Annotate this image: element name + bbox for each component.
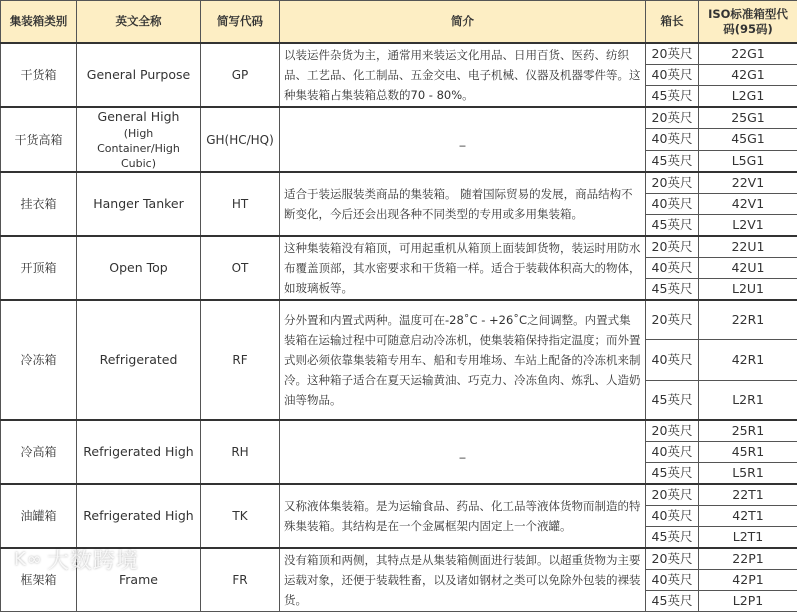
english-name-sub: (High Container/High Cubic): [81, 126, 196, 171]
cell-category: 开顶箱: [1, 236, 77, 300]
english-name-main: General High: [98, 109, 180, 124]
table-row: [1, 172, 797, 194]
cell-category: 油罐箱: [1, 484, 77, 548]
table-row: [1, 548, 797, 570]
cell-iso-code: 42U1: [699, 258, 797, 279]
cell-iso-code: 22U1: [699, 236, 797, 258]
english-name-main: Frame: [119, 572, 158, 587]
cell-iso-code: L2R1: [699, 381, 797, 421]
table-row: [1, 43, 797, 65]
cell-length: 40英尺: [646, 258, 699, 279]
cell-length: 40英尺: [646, 506, 699, 527]
cell-length: 40英尺: [646, 129, 699, 150]
cell-description: 又称液体集装箱。是为运输食品、药品、化工品等液体货物而制造的特殊集装箱。其结构是在一个金属框架内固定上一个液罐。: [280, 484, 646, 548]
table-row: [1, 107, 797, 129]
table-body: [1, 43, 797, 612]
cell-iso-code: 42T1: [699, 506, 797, 527]
cell-description: 分外置和内置式两种。温度可在-28˚C - +26˚C之间调整。内置式集装箱在运输过程中可随意启动冷冻机，使集装箱保持指定温度；而外置式则必须依靠集装箱专用车、船和专用堆场、车站上配备的冷冻机来制冷。这种箱子适合在夏天运输黄油、巧克力、冷冻鱼肉、炼乳、人造奶油等物品。: [280, 300, 646, 420]
cell-iso-code: 22G1: [699, 43, 797, 65]
cell-iso-code: L2U1: [699, 279, 797, 301]
cell-iso-code: L5G1: [699, 150, 797, 172]
cell-iso-code: 22V1: [699, 172, 797, 194]
cell-description: 这种集装箱没有箱顶，可用起重机从箱顶上面装卸货物，装运时用防水布覆盖顶部，其水密要求和干货箱一样。适合于装载体积高大的物体，如玻璃板等。: [280, 236, 646, 300]
cell-english-name: [77, 484, 201, 548]
header-row: [1, 1, 797, 44]
cell-iso-code: 22P1: [699, 548, 797, 570]
cell-english-name: [77, 420, 201, 484]
cell-english-name: [77, 43, 201, 107]
cell-description: 适合于装运服装类商品的集装箱。 随着国际贸易的发展，商品结构不断变化，今后还会出现各种不同类型的专用或多用集装箱。: [280, 172, 646, 236]
cell-length: 40英尺: [646, 65, 699, 86]
cell-iso-code: 22T1: [699, 484, 797, 506]
cell-length: 45英尺: [646, 527, 699, 549]
header-iso-code: ISO标准箱型代码(95码): [699, 1, 797, 44]
cell-description: 没有箱顶和两侧，其特点是从集装箱侧面进行装卸。以超重货物为主要运载对象，还便于装载牲畜，以及诸如钢材之类可以免除外包装的裸装货。: [280, 548, 646, 612]
cell-length: 40英尺: [646, 340, 699, 381]
cell-category: 冷冻箱: [1, 300, 77, 420]
cell-iso-code: 45R1: [699, 442, 797, 463]
cell-length: 45英尺: [646, 215, 699, 237]
cell-abbr: RH: [201, 420, 280, 484]
cell-iso-code: L2G1: [699, 86, 797, 108]
english-name-main: Hanger Tanker: [93, 196, 184, 211]
cell-length: 20英尺: [646, 43, 699, 65]
cell-description: 以装运件杂货为主，通常用来装运文化用品、日用百货、医药、纺织品、工艺品、化工制品、五金交电、电子机械、仪器及机器零件等。这种集装箱占集装箱总数的70 - 80%。: [280, 43, 646, 107]
cell-length: 20英尺: [646, 107, 699, 129]
cell-iso-code: 42V1: [699, 194, 797, 215]
cell-abbr: GH(HC/HQ): [201, 107, 280, 172]
cell-category: 挂衣箱: [1, 172, 77, 236]
cell-length: 45英尺: [646, 86, 699, 108]
cell-iso-code: L5R1: [699, 463, 797, 485]
table-row: [1, 420, 797, 442]
cell-iso-code: 42G1: [699, 65, 797, 86]
cell-english-name: [77, 107, 201, 172]
english-name-main: Refrigerated High: [83, 508, 193, 523]
cell-length: 40英尺: [646, 194, 699, 215]
cell-iso-code: 25R1: [699, 420, 797, 442]
english-name-main: Open Top: [109, 260, 167, 275]
english-name-main: General Purpose: [87, 67, 190, 82]
cell-iso-code: L2V1: [699, 215, 797, 237]
header-abbr: 简写代码: [201, 1, 280, 44]
cell-iso-code: 42R1: [699, 340, 797, 381]
cell-abbr: OT: [201, 236, 280, 300]
cell-length: 45英尺: [646, 463, 699, 485]
cell-category: 干货箱: [1, 43, 77, 107]
cell-length: 20英尺: [646, 172, 699, 194]
watermark-text: 大数跨境: [47, 544, 139, 575]
cell-length: 20英尺: [646, 548, 699, 570]
cell-category: 冷高箱: [1, 420, 77, 484]
header-length: 箱长: [646, 1, 699, 44]
table-row: [1, 484, 797, 506]
cell-description: _: [280, 420, 646, 484]
cell-length: 45英尺: [646, 150, 699, 172]
cell-iso-code: 42P1: [699, 570, 797, 591]
watermark-logo-icon: K∞: [14, 549, 43, 570]
cell-abbr: RF: [201, 300, 280, 420]
cell-description: _: [280, 107, 646, 172]
cell-iso-code: 22R1: [699, 300, 797, 340]
cell-abbr: HT: [201, 172, 280, 236]
cell-english-name: [77, 300, 201, 420]
cell-length: 45英尺: [646, 279, 699, 301]
header-description: 简介: [280, 1, 646, 44]
cell-length: 40英尺: [646, 570, 699, 591]
cell-category: 框架箱: [1, 548, 77, 612]
cell-abbr: FR: [201, 548, 280, 612]
cell-iso-code: L2P1: [699, 591, 797, 612]
cell-iso-code: 25G1: [699, 107, 797, 129]
table-row: [1, 300, 797, 340]
english-name-main: Refrigerated High: [83, 444, 193, 459]
header-english-name: 英文全称: [77, 1, 201, 44]
cell-category: 干货高箱: [1, 107, 77, 172]
cell-length: 20英尺: [646, 300, 699, 340]
cell-length: 20英尺: [646, 420, 699, 442]
cell-length: 45英尺: [646, 591, 699, 612]
cell-abbr: GP: [201, 43, 280, 107]
cell-length: 20英尺: [646, 236, 699, 258]
cell-length: 40英尺: [646, 442, 699, 463]
cell-length: 45英尺: [646, 381, 699, 421]
cell-english-name: [77, 548, 201, 612]
cell-english-name: [77, 236, 201, 300]
cell-english-name: [77, 172, 201, 236]
cell-abbr: TK: [201, 484, 280, 548]
cell-iso-code: 45G1: [699, 129, 797, 150]
header-category: 集装箱类别: [1, 1, 77, 44]
english-name-main: Refrigerated: [100, 352, 178, 367]
table-row: [1, 236, 797, 258]
cell-iso-code: L2T1: [699, 527, 797, 549]
cell-length: 20英尺: [646, 484, 699, 506]
